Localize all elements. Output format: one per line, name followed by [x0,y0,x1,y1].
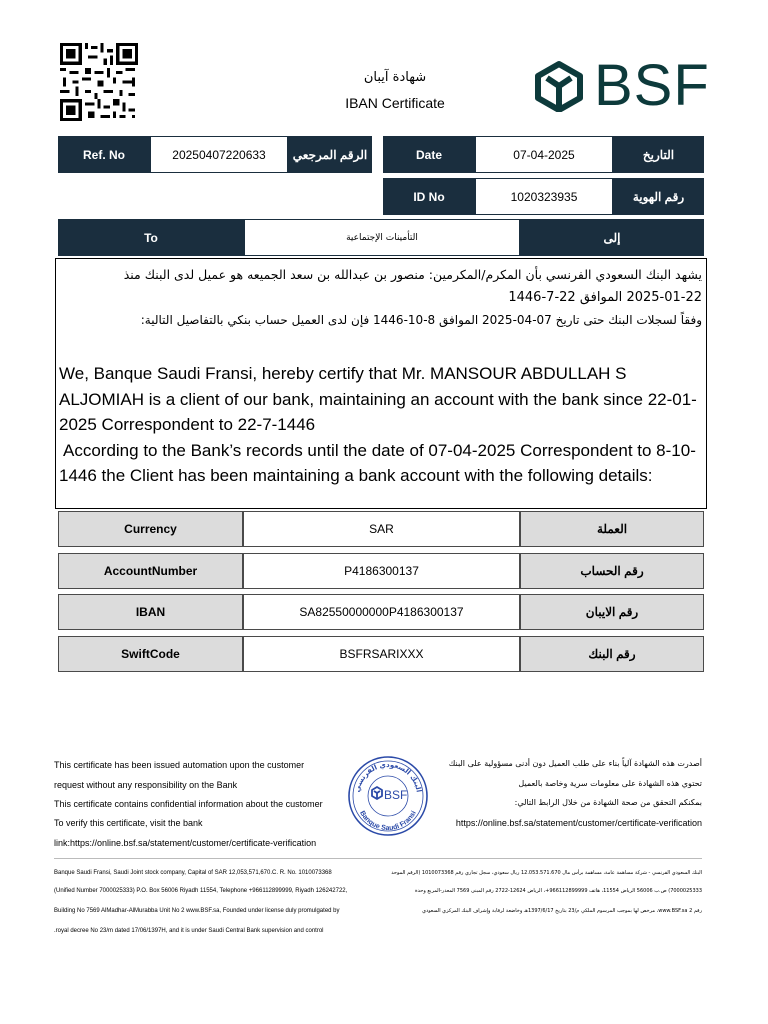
stamp-logo: BSF [384,788,408,802]
detail-label: Currency [58,511,243,547]
legal-line: (Unified Number 7000025333) P.O. Box 56006 Riyadh 11554, Telephone +966112899999, Riyadh 126242722, [54,888,348,894]
ref-no-label-arabic: الرقم المرجعي [288,136,372,173]
certificate-body [55,258,707,509]
legal-line-arabic: رقم 2 www.BSF.sa، مرخص لها بموجب المرسوم الملكي م/23 بتاريخ 1397/6/17هـ وخاضعة لرقابة وإشراف البنك المركزي السعودي [422,908,702,914]
id-no-label: ID No [383,178,475,215]
stamp-text-arabic: البنك السعودي الفرنسي [353,760,423,793]
detail-value-currency: SAR [243,511,520,547]
date-label: Date [383,136,475,173]
detail-label: AccountNumber [58,553,243,589]
detail-value-account-number: P4186300137 [243,553,520,589]
id-no-value: 1020323935 [475,178,613,215]
date-value: 07-04-2025 [475,136,613,173]
detail-label-arabic: رقم البنك [520,636,704,672]
stamp-text: Banque Saudi Fransi [358,809,418,833]
body-english-paragraph-1: We, Banque Saudi Fransi, hereby certify that Mr. MANSOUR ABDULLAH S ALJOMIAH is a client of our bank, maintaining an account with the bank since 22-01-2025 Correspondent to 22-7-1446 [59,364,697,434]
date-label-arabic: التاريخ [613,136,704,173]
footer-note-line-arabic: تحتوي هذه الشهادة على معلومات سرية وخاصة بالعميل [518,779,702,788]
detail-label-arabic: العملة [520,511,704,547]
detail-value-swift-code: BSFRSARIXXX [243,636,520,672]
detail-label: SwiftCode [58,636,243,672]
legal-line-arabic: 7000025333) ص.ب 56006 الرياض 11554، هاتف 966112899999+، الرياض 12624-2722 رقم المبنى 7569 المعذر-المربع وحدة [415,888,702,894]
legal-line: Banque Saudi Fransi, Saudi Joint stock company, Capital of SAR 12,053,571,670.C. R. No. 1010073368 [54,870,332,876]
detail-label-arabic: رقم الايبان [520,594,704,630]
footer-note-line: This certificate contains confidential information about the customer [54,799,323,809]
ref-no-label: Ref. No [58,136,150,173]
detail-label: IBAN [58,594,243,630]
legal-line: .royal decree No 23/m dated 17/06/1397H, and it is under Saudi Central Bank supervision and control [54,928,324,934]
to-label-arabic: إلى [520,219,704,256]
to-value: التأمينات الإجتماعية [244,219,520,256]
detail-value-iban: SA82550000000P4186300137 [243,594,520,630]
legal-line: Building No 7569 AlMadhar-AlMurabba Unit No 2 www.BSF.sa, Founded under license duly promulgated by [54,908,340,914]
ref-no-value: 20250407220633 [150,136,288,173]
verification-link[interactable]: link:https://online.bsf.sa/statement/customer/certificate-verification [54,838,317,848]
logo-text: BSF [594,53,710,118]
to-label: To [58,219,244,256]
footer-note-line: request without any responsibility on the Bank [54,780,238,790]
verification-link-arabic[interactable]: https://online.bsf.sa/statement/customer/certificate-verification [455,818,702,828]
footer-note-line-arabic: أصدرت هذه الشهادة آلياً بناء على طلب العميل دون أدنى مسؤولية على البنك [448,759,702,768]
body-english [59,361,707,489]
footer-note-line-arabic: بمكنكم التحقق من صحة الشهادة من خلال الرابط التالي: [514,798,702,807]
legal-line-arabic: البنك السعودي الفرنسي - شركة مساهمة عامة، مساهمة برأس مال 12.053.571.670 ريال سعودي، سجل تجاري رقم 1010073368 (الرقم الموحد [391,870,702,876]
footer-note-line: This certificate has been issued automation upon the customer [54,760,305,770]
footer-divider [54,858,702,859]
stamp-emblem-icon [372,787,382,799]
detail-label-arabic: رقم الحساب [520,553,704,589]
bank-stamp [347,755,429,837]
body-english-paragraph-2: According to the Bank’s records until the date of 07-04-2025 Correspondent to 8-10-1446 the Client has been maintaining a bank account with the following details: [59,440,696,485]
body-arabic-line-3: وفقاً لسجلات البنك حتى تاريخ 07-04-2025 الموافق 8-10-1446 فإن لدى العميل حساب بنكي بالتفاصيل التالية: [140,313,702,327]
body-arabic-line-1: يشهد البنك السعودي الفرنسي بأن المكرم/المكرمين: منصور بن عبدالله بن سعد الجميعه هو عميل لدى البنك منذ [123,267,702,282]
bsf-logo [534,53,724,118]
qr-code [60,43,138,121]
id-no-label-arabic: رقم الهوية [613,178,704,215]
bsf-emblem-icon [534,60,584,112]
certificate-title-arabic: شهادة آيبان [363,70,427,85]
body-arabic-line-2: 2025-01-22 الموافق 22-7-1446 [508,290,702,305]
footer-note-line: To verify this certificate, visit the bank [54,818,203,828]
certificate-title: IBAN Certificate [345,95,445,111]
